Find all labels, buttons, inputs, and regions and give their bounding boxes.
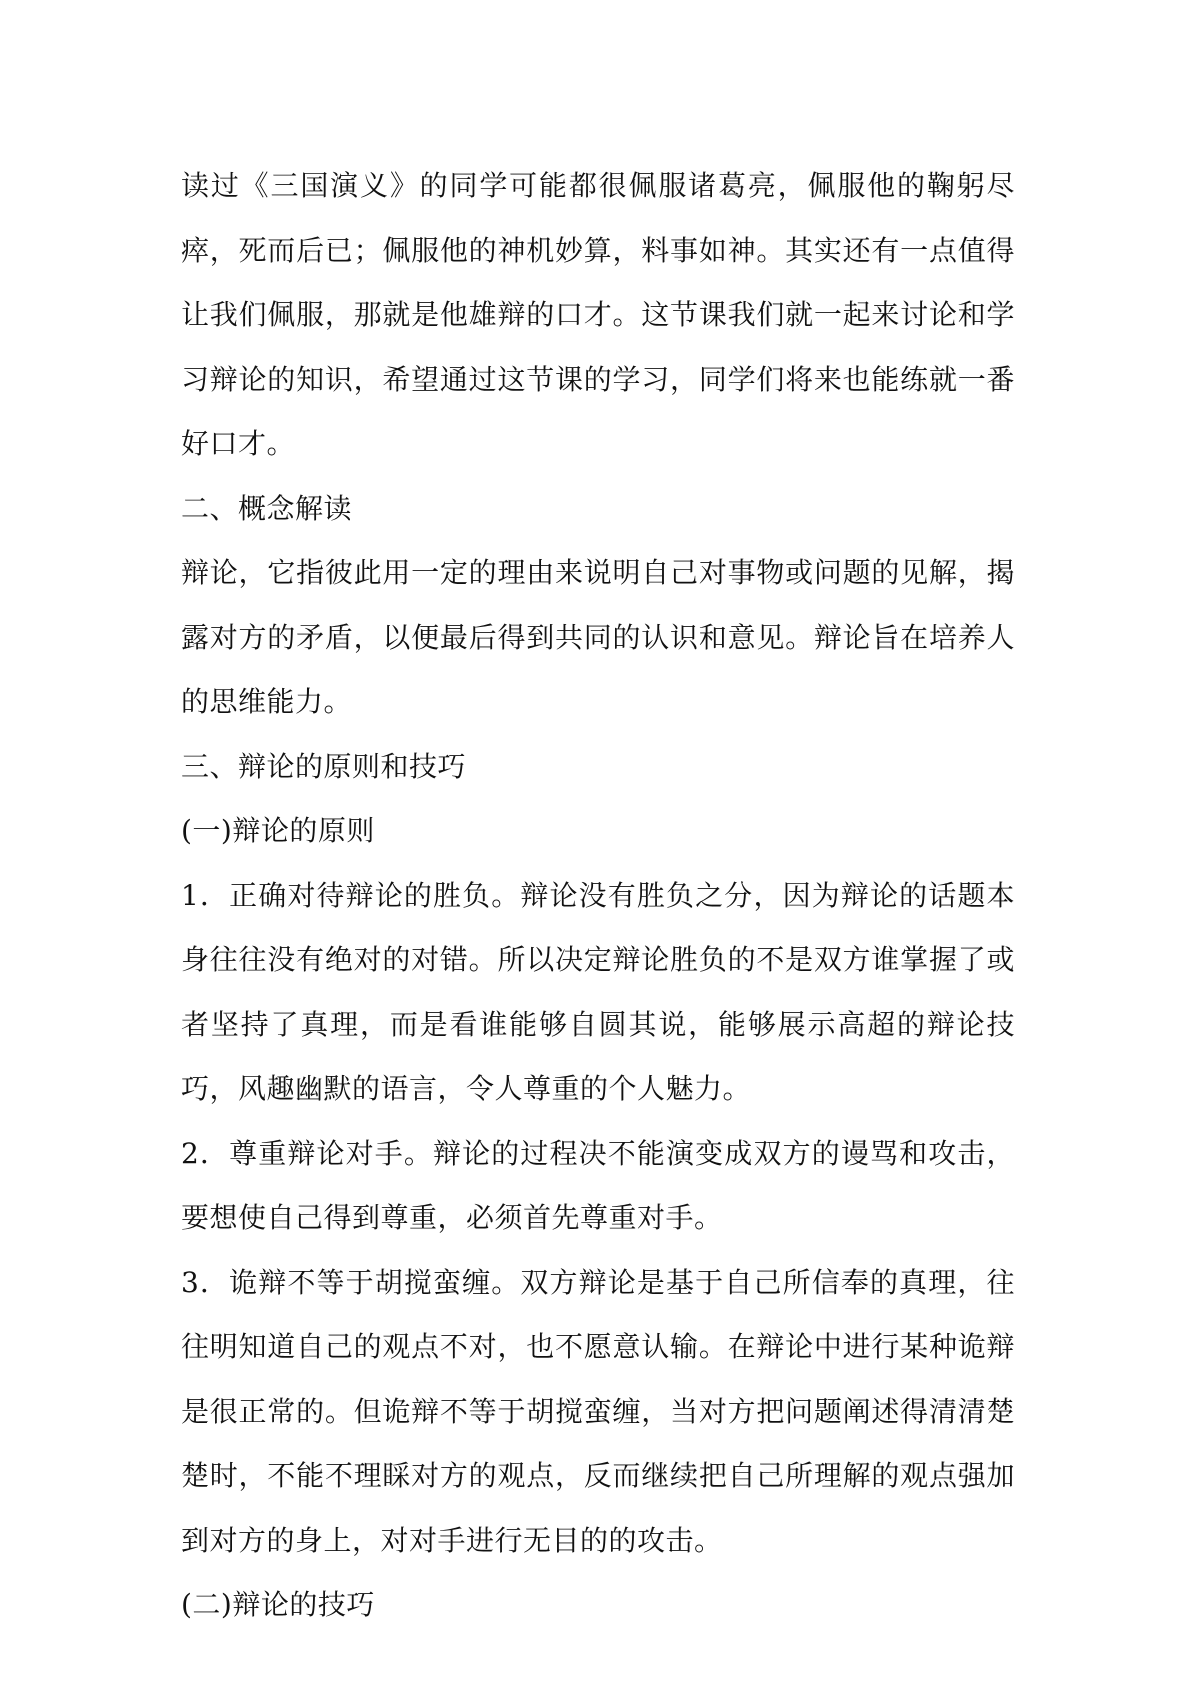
concept-paragraph: 辩论，它指彼此用一定的理由来说明自己对事物或问题的见解，揭露对方的矛盾，以便最后得到共同的认识和意见。辩论旨在培养人的思维能力。 (181, 556, 1015, 718)
section-heading-principles-techniques: 三、辩论的原则和技巧 (181, 749, 467, 783)
principle-item-1: 1．正确对待辩论的胜负。辩论没有胜负之分，因为辩论的话题本身往往没有绝对的对错。所以决定辩论胜负的不是双方谁掌握了或者坚持了真理，而是看谁能够自圆其说，能够展示高超的辩论技巧，风趣幽默的语言，令人尊重的个人魅力。 (181, 878, 1015, 1105)
principle-item-3: 3．诡辩不等于胡搅蛮缠。双方辩论是基于自己所信奉的真理，往往明知道自己的观点不对，也不愿意认输。在辩论中进行某种诡辩是很正常的。但诡辩不等于胡搅蛮缠，当对方把问题阐述得清清楚楚时，不能不理睬对方的观点，反而继续把自己所理解的观点强加到对方的身上，对对手进行无目的的攻击。 (181, 1265, 1015, 1557)
subheading-principles: (一)辩论的原则 (181, 814, 375, 847)
principle-item-2: 2．尊重辩论对手。辩论的过程决不能演变成双方的谩骂和攻击，要想使自己得到尊重，必须首先尊重对手。 (181, 1136, 1015, 1234)
document-body (181, 154, 1015, 1638)
subheading-techniques: (二)辩论的技巧 (181, 1588, 375, 1621)
section-heading-concept: 二、概念解读 (181, 491, 353, 525)
intro-paragraph: 读过《三国演义》的同学可能都很佩服诸葛亮，佩服他的鞠躬尽瘁，死而后已；佩服他的神机妙算，料事如神。其实还有一点值得让我们佩服，那就是他雄辩的口才。这节课我们就一起来讨论和学习辩论的知识，希望通过这节课的学习，同学们将来也能练就一番好口才。 (181, 169, 1015, 460)
